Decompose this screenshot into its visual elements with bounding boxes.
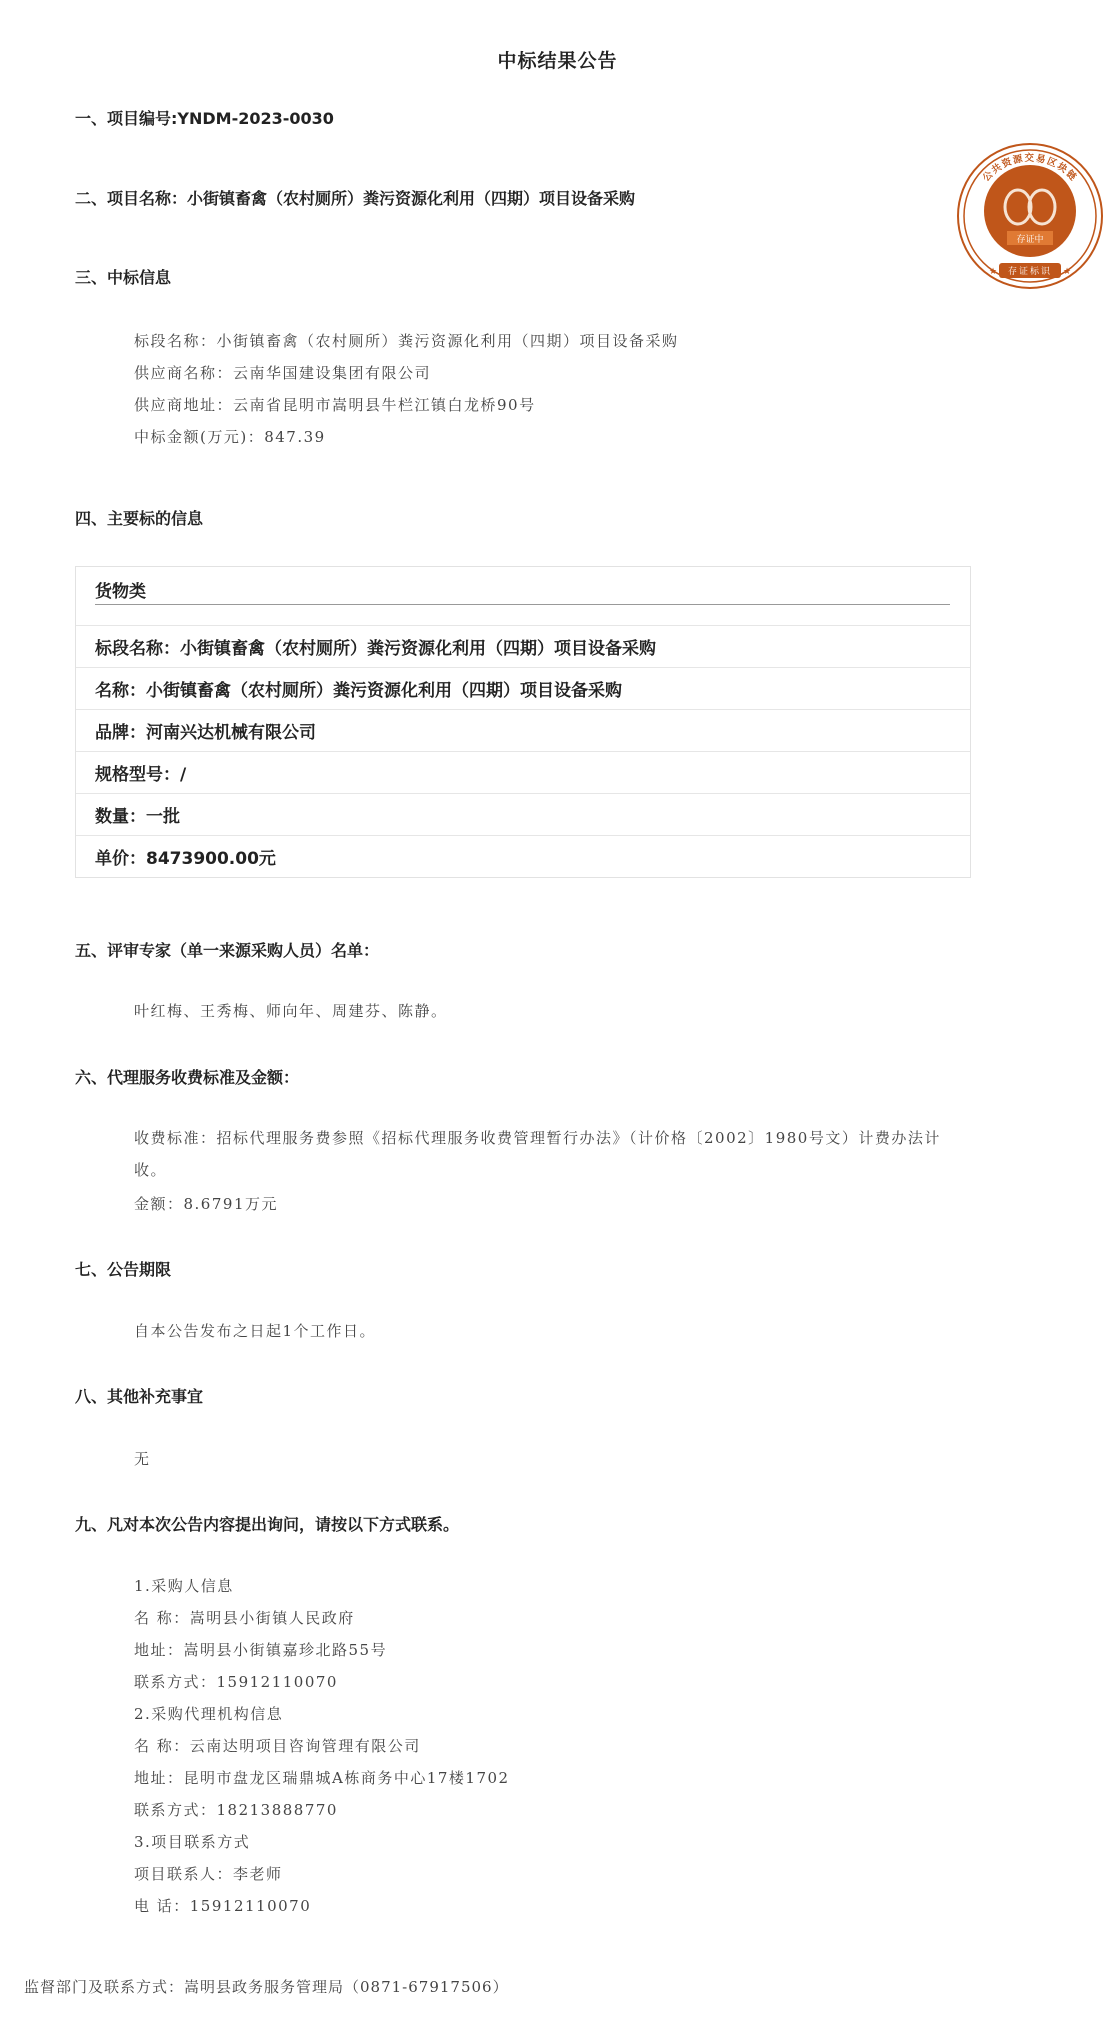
items-category: 货物类: [95, 582, 146, 602]
section-main-items: 四、主要标的信息: [75, 509, 204, 528]
section-other-matters: 八、其他补充事宜: [75, 1387, 204, 1406]
experts-list: 叶红梅、王秀梅、师向年、周建芬、陈静。: [134, 1002, 448, 1020]
section-award-info: 三、中标信息: [75, 268, 172, 287]
blockchain-seal-icon: [955, 141, 1105, 291]
table-row: 标段名称：小街镇畜禽（农村厕所）粪污资源化利用（四期）项目设备采购: [76, 625, 970, 667]
section-notice-period: 七、公告期限: [75, 1260, 172, 1279]
contact-purchaser-address: 地址：嵩明县小街镇嘉珍北路55号: [134, 1641, 388, 1659]
contact-agency-heading: 2.采购代理机构信息: [134, 1705, 284, 1723]
contact-agency-address: 地址：昆明市盘龙区瑞鼎城A栋商务中心17楼1702: [134, 1769, 510, 1787]
notice-period: 自本公告发布之日起1个工作日。: [134, 1322, 377, 1340]
contact-project-heading: 3.项目联系方式: [134, 1833, 251, 1851]
award-amount: 中标金额(万元)：847.39: [134, 428, 326, 446]
table-row: 数量：一批: [76, 793, 970, 835]
svg-text:★: ★: [1062, 267, 1072, 277]
section-agency-fee: 六、代理服务收费标准及金额：: [75, 1068, 300, 1087]
items-table: [75, 566, 971, 878]
contact-project-phone: 电 话：15912110070: [134, 1897, 312, 1915]
contact-agency-name: 名 称：云南达明项目咨询管理有限公司: [134, 1737, 421, 1755]
supervision-contact: 监督部门及联系方式：嵩明县政务服务管理局（0871-67917506）: [24, 1978, 509, 1996]
section-project-name: 二、项目名称：小街镇畜禽（农村厕所）粪污资源化利用（四期）项目设备采购: [75, 189, 636, 208]
section-experts: 五、评审专家（单一来源采购人员）名单：: [75, 941, 380, 960]
table-row: 规格型号：/: [76, 751, 970, 793]
other-matters: 无: [134, 1450, 151, 1468]
table-row: 名称：小街镇畜禽（农村厕所）粪污资源化利用（四期）项目设备采购: [76, 667, 970, 709]
seal-top-text: 公共资源交易区块链: [980, 153, 1080, 184]
table-row: 品牌：河南兴达机械有限公司: [76, 709, 970, 751]
fee-standard: 收费标准：招标代理服务费参照《招标代理服务收费管理暂行办法》（计价格〔2002〕1980号文）计费办法计收。: [134, 1129, 941, 1179]
items-table-header: [76, 567, 970, 625]
award-supplier-name: 供应商名称：云南华国建设集团有限公司: [134, 364, 432, 382]
award-lot-name: 标段名称：小街镇畜禽（农村厕所）粪污资源化利用（四期）项目设备采购: [134, 332, 679, 350]
contact-purchaser-phone: 联系方式：15912110070: [134, 1673, 338, 1691]
contact-project-person: 项目联系人：李老师: [134, 1865, 283, 1883]
award-supplier-address: 供应商地址：云南省昆明市嵩明县牛栏江镇白龙桥90号: [134, 396, 536, 414]
page-title: 中标结果公告: [497, 50, 618, 72]
section-contacts: 九、凡对本次公告内容提出询问，请按以下方式联系。: [75, 1515, 460, 1534]
table-row: 单价：8473900.00元: [76, 835, 970, 877]
contact-agency-phone: 联系方式：18213888770: [134, 1801, 338, 1819]
fee-amount: 金额：8.6791万元: [134, 1195, 278, 1213]
seal-center-text: 存证中: [1016, 235, 1044, 245]
header-divider: [95, 604, 950, 605]
section-project-number: 一、项目编号:YNDM-2023-0030: [75, 109, 334, 128]
seal-bottom-text: 存证标识: [1007, 267, 1053, 277]
contact-purchaser-heading: 1.采购人信息: [134, 1577, 234, 1595]
contact-purchaser-name: 名 称：嵩明县小街镇人民政府: [134, 1609, 355, 1627]
svg-text:★: ★: [988, 267, 998, 277]
